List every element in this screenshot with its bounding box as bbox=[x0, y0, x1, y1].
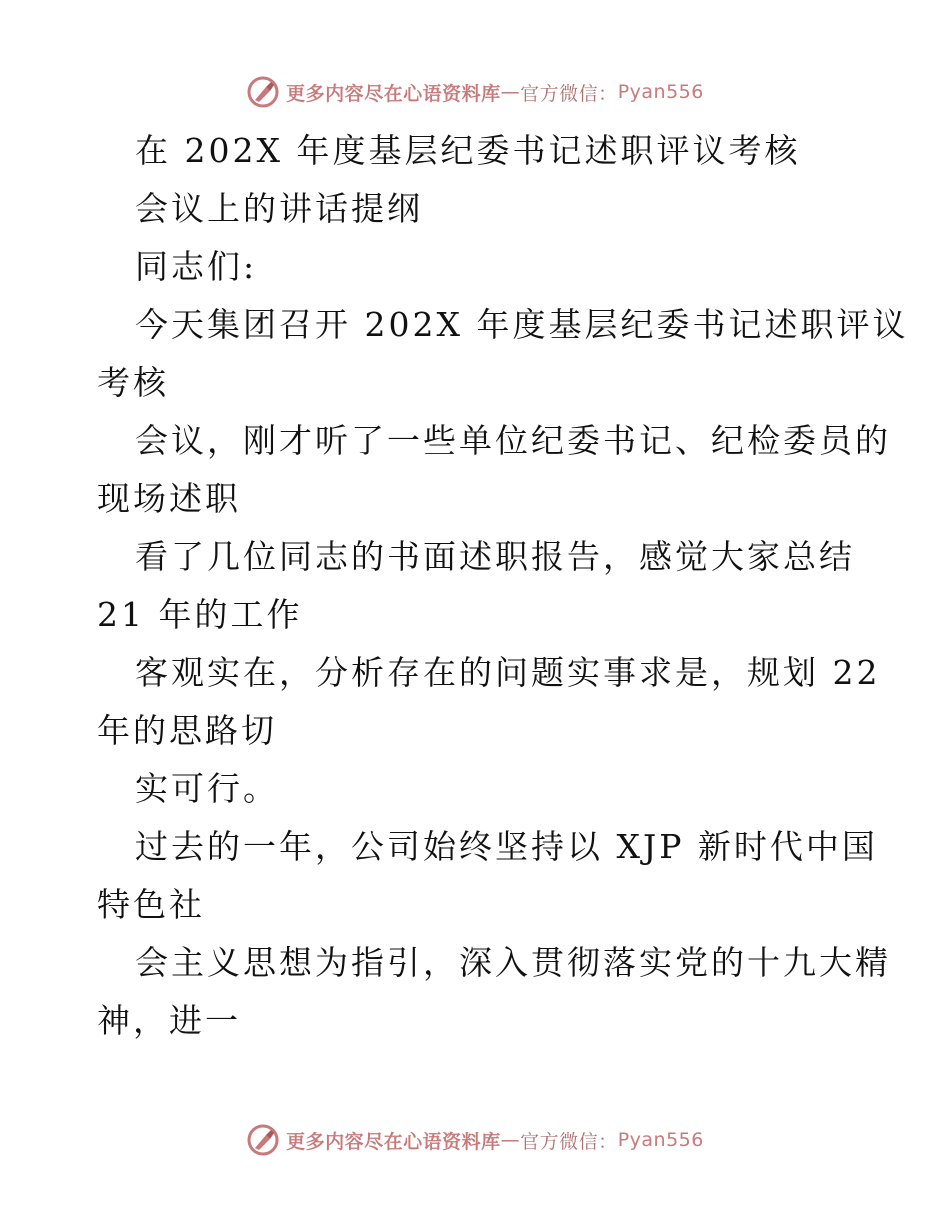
body-line: 今天集团召开 202X 年度基层纪委书记述职评议 bbox=[135, 305, 909, 344]
watermark-text: 更多内容尽在心语资料库 bbox=[286, 82, 501, 105]
watermark-official-label: 官方微信： bbox=[520, 1130, 618, 1153]
fountain-pen-circle-icon bbox=[246, 1123, 280, 1157]
body-line: 特色社 bbox=[97, 885, 205, 924]
header-watermark bbox=[0, 75, 950, 109]
body-line: 过去的一年，公司始终坚持以 XJP 新时代中国 bbox=[135, 827, 878, 866]
body-line: 实可行。 bbox=[135, 769, 279, 808]
body-line: 同志们: bbox=[135, 247, 258, 286]
body-line: 神，进一 bbox=[97, 1001, 241, 1040]
watermark-wechat-id: Pyan556 bbox=[617, 1129, 704, 1151]
footer-watermark bbox=[0, 1123, 950, 1157]
body-line: 会议上的讲话提纲 bbox=[135, 189, 423, 228]
body-line: 会议，刚才听了一些单位纪委书记、纪检委员的 bbox=[135, 421, 891, 460]
watermark-text: 更多内容尽在心语资料库 bbox=[286, 1130, 501, 1153]
body-line: 客观实在，分析存在的问题实事求是，规划 22 bbox=[135, 653, 881, 692]
body-line: 在 202X 年度基层纪委书记述职评议考核 bbox=[135, 131, 801, 170]
fountain-pen-circle-icon bbox=[246, 75, 280, 109]
body-line: 考核 bbox=[97, 363, 169, 402]
body-line: 21 年的工作 bbox=[97, 595, 303, 634]
watermark-dash: — bbox=[500, 1129, 521, 1151]
body-line: 现场述职 bbox=[97, 479, 241, 518]
body-line: 会主义思想为指引，深入贯彻落实党的十九大精 bbox=[135, 943, 891, 982]
watermark-dash: — bbox=[500, 81, 521, 103]
document-body bbox=[97, 122, 909, 1050]
watermark-official-label: 官方微信： bbox=[520, 82, 618, 105]
body-line: 年的思路切 bbox=[97, 711, 277, 750]
body-line: 看了几位同志的书面述职报告，感觉大家总结 bbox=[135, 537, 855, 576]
watermark-wechat-id: Pyan556 bbox=[617, 81, 704, 103]
